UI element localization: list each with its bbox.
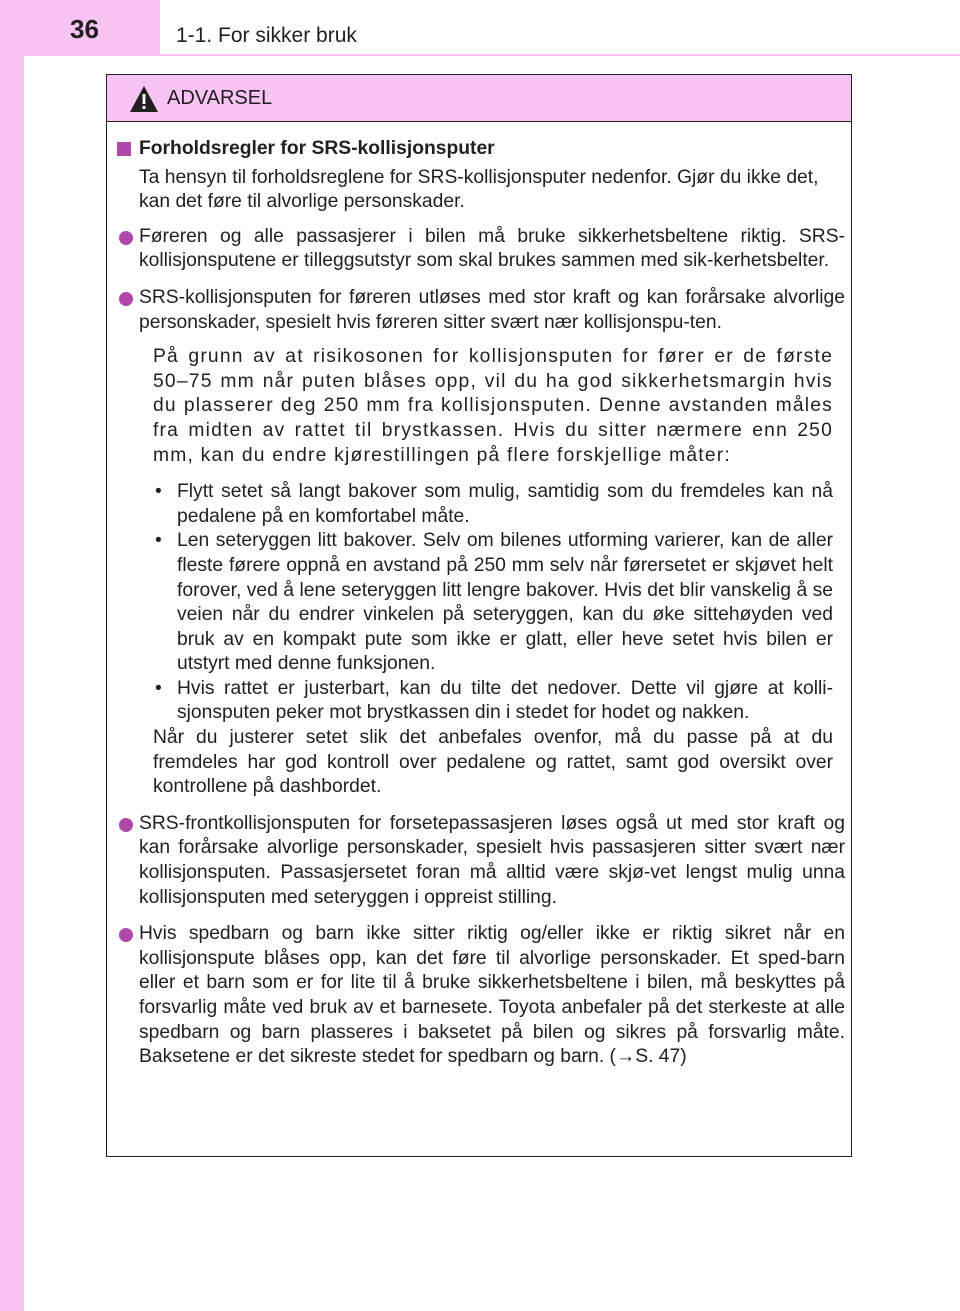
distance-paragraph: På grunn av at risikosonen for kollisjonsputen for fører er de første 50–75 mm når puten blåses opp, vil du ha god sikkerhetsmargin hvis du plasserer deg 250 mm fra kollisjonsputen. Denne avstanden måles fra midten av rattet til brystkassen. Hvis du sitter nærmere enn 250 mm, kan du endre kjørestillingen på flere forskjellige måter: [153, 346, 833, 466]
adjustment-list [113, 480, 845, 726]
list-item-text: SRS-kollisjonsputen for føreren utløses med stor kraft og kan forårsake alvorlige personskader, spesielt hvis føreren sitter svært nær kollisjonspu-ten. [139, 286, 845, 333]
sub-list-item-text: Flytt setet så langt bakover som mulig, samtidig som du fremdeles kan nå pedalene på en komfortabel måte. [177, 481, 833, 527]
list-item-text: Føreren og alle passasjerer i bilen må bruke sikkerhetsbeltene riktig. SRS-kollisjonsputene er tilleggsutstyr som skal brukes sammen med sik-kerhetsbelter. [139, 225, 845, 272]
list-item-text: Hvis spedbarn og barn ikke sitter riktig og/eller ikke er riktig sikret når en kollisjonspute blåses opp, kan det føre til alvorlige personskader. Et sped-barn eller et barn som er for lite til å bruke sikkerhetsbeltene i bilen, må beskyttes på forsvarlig måte ved bruk av et barnesete. Toyota anbefaler på det sterkeste at alle spedbarn og barn plasseres i baksetet på bilen og sikres på forsvarlig måte. Baksetene er det sikreste stedet for spedbarn og barn. (→S. 47) [139, 923, 845, 1068]
circle-bullet-icon [119, 818, 133, 832]
sub-list-item [153, 677, 833, 726]
dot-bullet-icon: • [155, 481, 162, 503]
sub-list-item [153, 480, 833, 529]
section-header [160, 0, 960, 54]
square-bullet-icon [117, 142, 131, 156]
sub-list-item-text: Hvis rattet er justerbart, kan du tilte det nedover. Dette vil gjøre at kolli-sjonsputen peker mot brystkassen din i stedet for hodet og nakken. [177, 677, 833, 724]
after-list-text: Når du justerer setet slik det anbefales ovenfor, må du passe på at du fremdeles har god kontroll over pedalene og rattet, samt god oversikt over kontrollene på dashbordet. [153, 727, 833, 798]
circle-bullet-icon [119, 231, 133, 245]
warning-title: ADVARSEL [167, 87, 273, 109]
warning-box [106, 74, 852, 1157]
warning-header [107, 75, 851, 122]
list-item [113, 922, 845, 1070]
list-item [113, 225, 845, 274]
header-rule [160, 54, 960, 56]
dot-bullet-icon: • [155, 677, 162, 699]
list-item [113, 812, 845, 910]
side-band [0, 0, 24, 1311]
section-heading [113, 137, 845, 162]
sub-list-item-text: Len seteryggen litt bakover. Selv om bilenes utforming varierer, kan de aller fleste førere oppnå en avstand på 250 mm selv når førersetet er skjøvet helt forover, ved å lene seteryggen litt lengre bakover. Hvis det blir vanskelig å se veien når du endrer vinkelen på seteryggen, kan du øke sittehøyden ved bruk av en kompakt pute som ikke er glatt, eller heve setet hvis bilen er utstyrt med denne funksjonen. [177, 530, 833, 675]
section-title: 1-1. For sikker bruk [176, 24, 357, 47]
circle-bullet-icon [119, 928, 133, 942]
circle-bullet-icon [119, 292, 133, 306]
warning-content [113, 137, 845, 1082]
intro-text: Ta hensyn til forholdsreglene for SRS-kollisjonsputer nedenfor. Gjør du ikke det, kan det føre til alvorlige personskader. [139, 166, 819, 213]
section-heading-text: Forholdsregler for SRS-kollisjonsputer [139, 138, 495, 159]
list-item [113, 286, 845, 335]
dot-bullet-icon: • [155, 530, 162, 552]
sub-list-item [153, 529, 833, 677]
warning-icon [129, 85, 159, 113]
page-number: 36 [70, 14, 99, 44]
list-item-text: SRS-frontkollisjonsputen for forsetepassasjeren løses også ut med stor kraft og kan forårsake alvorlige personskader, spesielt hvis passasjeren sitter svært nær kollisjonsputen. Passasjersetet foran må alltid være skjø-vet lengst mulig unna kollisjonsputen med seteryggen i oppreist stilling. [139, 812, 845, 908]
page-number-tab [0, 0, 160, 56]
